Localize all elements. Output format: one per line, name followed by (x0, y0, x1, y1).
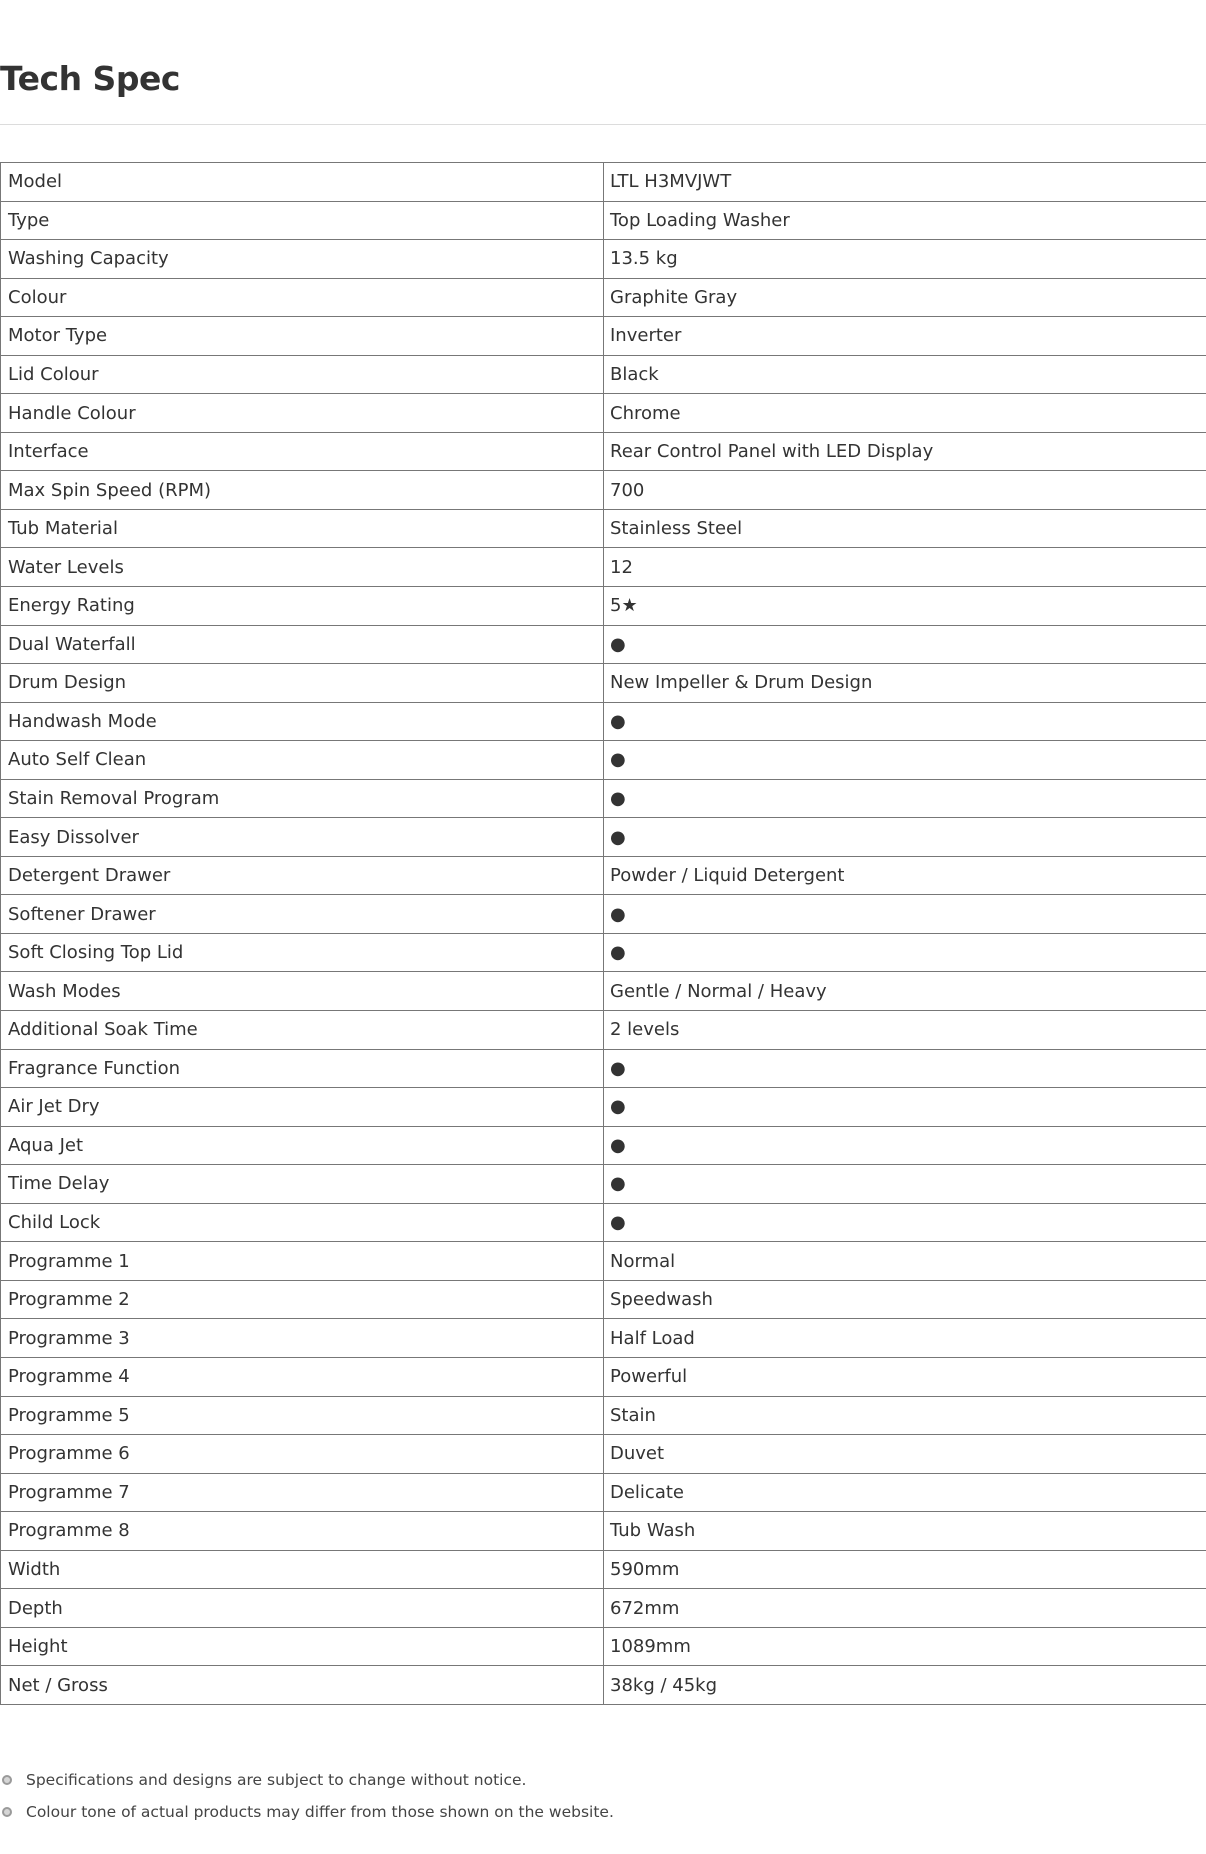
spec-label: Handle Colour (1, 394, 604, 433)
spec-value: Speedwash (604, 1280, 1206, 1319)
spec-row (1, 1280, 1206, 1319)
spec-row (1, 1126, 1206, 1165)
spec-value: 38kg / 45kg (604, 1666, 1206, 1705)
spec-value: ● (604, 818, 1206, 857)
spec-value: Rear Control Panel with LED Display (604, 432, 1206, 471)
spec-label: Water Levels (1, 548, 604, 587)
spec-value: 13.5 kg (604, 240, 1206, 279)
spec-row (1, 1357, 1206, 1396)
spec-label: Programme 6 (1, 1435, 604, 1474)
spec-table (0, 162, 1206, 1705)
spec-label: Programme 7 (1, 1473, 604, 1512)
bullet-circle-icon (2, 1807, 12, 1817)
spec-value: ● (604, 1203, 1206, 1242)
spec-value: Powerful (604, 1357, 1206, 1396)
spec-label: Width (1, 1550, 604, 1589)
spec-row (1, 278, 1206, 317)
spec-label: Programme 8 (1, 1512, 604, 1551)
spec-label: Fragrance Function (1, 1049, 604, 1088)
spec-value: 1089mm (604, 1627, 1206, 1666)
spec-label: Programme 5 (1, 1396, 604, 1435)
spec-row (1, 317, 1206, 356)
spec-label: Additional Soak Time (1, 1011, 604, 1050)
spec-value: 672mm (604, 1589, 1206, 1628)
spec-row (1, 1512, 1206, 1551)
spec-row (1, 1088, 1206, 1127)
spec-value: 5★ (604, 587, 1206, 626)
spec-label: Interface (1, 432, 604, 471)
spec-row (1, 1550, 1206, 1589)
spec-value: ● (604, 1126, 1206, 1165)
spec-label: Model (1, 163, 604, 202)
spec-label: Programme 2 (1, 1280, 604, 1319)
spec-row (1, 779, 1206, 818)
spec-value: Gentle / Normal / Heavy (604, 972, 1206, 1011)
spec-label: Energy Rating (1, 587, 604, 626)
disclaimer-note-text: Colour tone of actual products may differ from those shown on the website. (26, 1803, 614, 1821)
spec-value: Normal (604, 1242, 1206, 1281)
spec-label: Net / Gross (1, 1666, 604, 1705)
spec-label: Child Lock (1, 1203, 604, 1242)
spec-row (1, 1011, 1206, 1050)
spec-value: ● (604, 779, 1206, 818)
spec-label: Aqua Jet (1, 1126, 604, 1165)
spec-label: Programme 1 (1, 1242, 604, 1281)
spec-row (1, 972, 1206, 1011)
spec-value: Inverter (604, 317, 1206, 356)
spec-label: Programme 3 (1, 1319, 604, 1358)
spec-value: Tub Wash (604, 1512, 1206, 1551)
spec-value: Black (604, 355, 1206, 394)
spec-value: ● (604, 1088, 1206, 1127)
page-title: Tech Spec (0, 59, 180, 98)
spec-value: ● (604, 1049, 1206, 1088)
spec-value: New Impeller & Drum Design (604, 664, 1206, 703)
spec-label: Auto Self Clean (1, 741, 604, 780)
spec-row (1, 1242, 1206, 1281)
spec-row (1, 355, 1206, 394)
spec-row (1, 856, 1206, 895)
spec-label: Washing Capacity (1, 240, 604, 279)
spec-row (1, 741, 1206, 780)
spec-value: 12 (604, 548, 1206, 587)
spec-row (1, 933, 1206, 972)
spec-label: Type (1, 201, 604, 240)
spec-label: Height (1, 1627, 604, 1666)
spec-value: ● (604, 702, 1206, 741)
spec-value: Powder / Liquid Detergent (604, 856, 1206, 895)
spec-label: Handwash Mode (1, 702, 604, 741)
spec-label: Wash Modes (1, 972, 604, 1011)
disclaimer-note (0, 1796, 1206, 1828)
spec-row (1, 1396, 1206, 1435)
spec-label: Colour (1, 278, 604, 317)
disclaimer-note-text: Specifications and designs are subject to change without notice. (26, 1771, 527, 1789)
spec-row (1, 394, 1206, 433)
spec-row (1, 1435, 1206, 1474)
spec-label: Softener Drawer (1, 895, 604, 934)
spec-value: Stainless Steel (604, 509, 1206, 548)
spec-label: Motor Type (1, 317, 604, 356)
spec-row (1, 1627, 1206, 1666)
spec-row (1, 1319, 1206, 1358)
spec-value: Duvet (604, 1435, 1206, 1474)
bullet-circle-icon (2, 1775, 12, 1785)
spec-row (1, 471, 1206, 510)
spec-row (1, 432, 1206, 471)
spec-label: Easy Dissolver (1, 818, 604, 857)
spec-row (1, 1589, 1206, 1628)
spec-value: Stain (604, 1396, 1206, 1435)
spec-row (1, 548, 1206, 587)
spec-value: Half Load (604, 1319, 1206, 1358)
spec-label: Dual Waterfall (1, 625, 604, 664)
spec-label: Programme 4 (1, 1357, 604, 1396)
spec-label: Max Spin Speed (RPM) (1, 471, 604, 510)
spec-row (1, 163, 1206, 202)
spec-value: 700 (604, 471, 1206, 510)
spec-row (1, 664, 1206, 703)
spec-value: Graphite Gray (604, 278, 1206, 317)
spec-label: Tub Material (1, 509, 604, 548)
spec-label: Air Jet Dry (1, 1088, 604, 1127)
spec-row (1, 895, 1206, 934)
spec-value: LTL H3MVJWT (604, 163, 1206, 202)
spec-value: ● (604, 741, 1206, 780)
spec-value: 590mm (604, 1550, 1206, 1589)
spec-row (1, 1666, 1206, 1705)
spec-row (1, 1165, 1206, 1204)
title-block (0, 59, 1206, 125)
spec-value: Top Loading Washer (604, 201, 1206, 240)
spec-table-body (1, 163, 1206, 1705)
spec-value: ● (604, 895, 1206, 934)
spec-value: ● (604, 933, 1206, 972)
spec-row (1, 702, 1206, 741)
spec-label: Detergent Drawer (1, 856, 604, 895)
spec-row (1, 509, 1206, 548)
spec-label: Time Delay (1, 1165, 604, 1204)
spec-row (1, 1049, 1206, 1088)
spec-row (1, 587, 1206, 626)
spec-row (1, 240, 1206, 279)
spec-value: ● (604, 625, 1206, 664)
spec-value: 2 levels (604, 1011, 1206, 1050)
spec-label: Drum Design (1, 664, 604, 703)
spec-label: Stain Removal Program (1, 779, 604, 818)
spec-value: Chrome (604, 394, 1206, 433)
spec-value: Delicate (604, 1473, 1206, 1512)
spec-label: Lid Colour (1, 355, 604, 394)
spec-row (1, 625, 1206, 664)
spec-value: ● (604, 1165, 1206, 1204)
spec-label: Depth (1, 1589, 604, 1628)
spec-label: Soft Closing Top Lid (1, 933, 604, 972)
disclaimer-note (0, 1764, 1206, 1796)
spec-row (1, 818, 1206, 857)
spec-row (1, 1203, 1206, 1242)
disclaimer-notes (0, 1764, 1206, 1828)
spec-row (1, 201, 1206, 240)
spec-row (1, 1473, 1206, 1512)
